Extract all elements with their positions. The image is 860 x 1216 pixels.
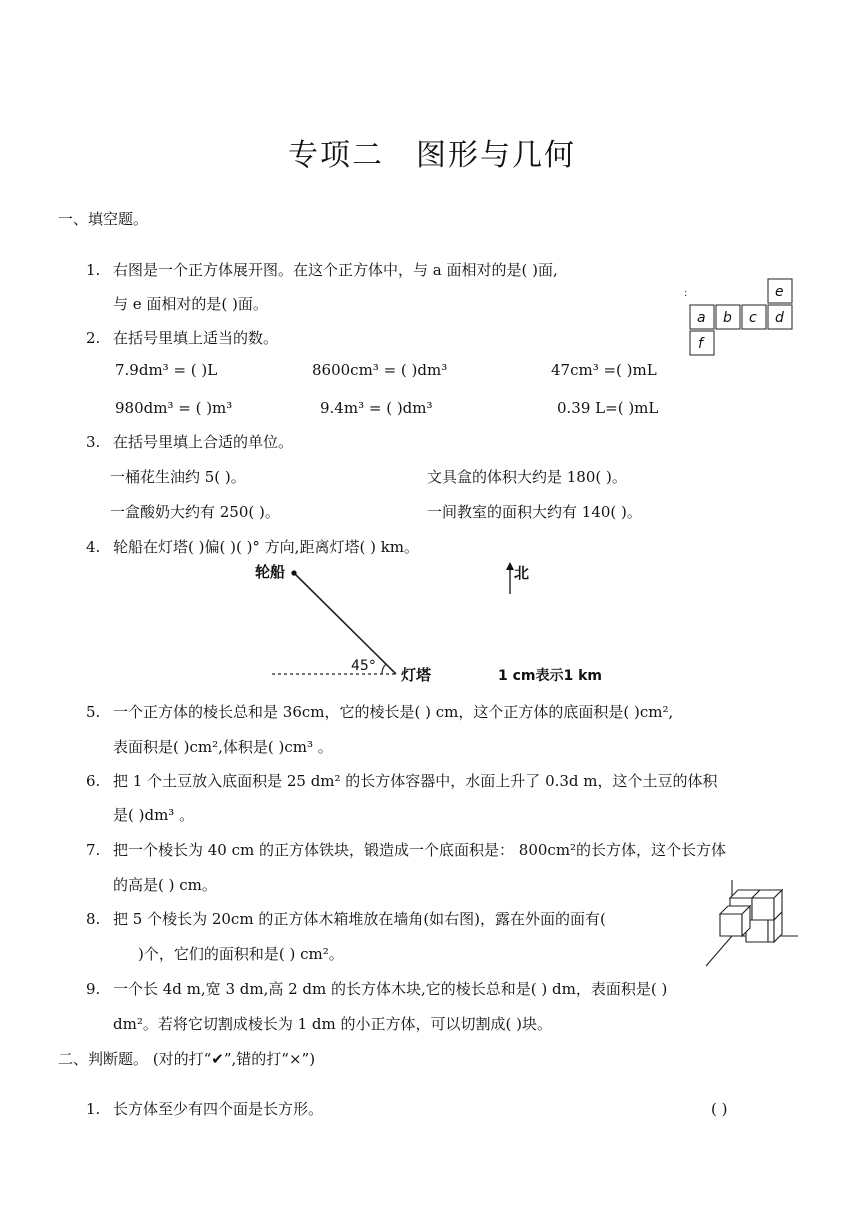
question-5-line-1: 一个正方体的棱长总和是 36cm，它的棱长是( ) cm，这个正方体的底面积是( )cm²,	[113, 703, 674, 721]
angle-label: 45°	[351, 658, 376, 674]
section-heading-true-false: 二、判断题。 (对的打“✔”,错的打“×”)	[58, 1050, 316, 1068]
q2-item-5: 9.4m³ = ( )dm³	[320, 399, 433, 417]
question-8-line-2: )个，它们的面积和是( ) cm²。	[138, 945, 344, 963]
question-number: 7.	[86, 841, 101, 859]
tower-label: 灯塔	[401, 666, 432, 684]
question-number: 9.	[86, 980, 101, 998]
north-label: 北	[514, 564, 530, 582]
q3-item-d: 一间教室的面积大约有 140( )。	[427, 503, 642, 521]
question-number: 3.	[86, 433, 101, 451]
question-6-line-2: 是( )dm³ 。	[113, 806, 195, 824]
net-face-b: b	[723, 310, 732, 326]
question-2-line-1: 在括号里填上适当的数。	[113, 329, 279, 347]
question-1-line-1: 右图是一个正方体展开图。在这个正方体中，与 a 面相对的是( )面,	[113, 261, 558, 279]
question-number: 2.	[86, 329, 101, 347]
q3-item-c: 一盒酸奶大约有 250( )。	[110, 503, 280, 521]
question-number: 8.	[86, 910, 101, 928]
q2-item-6: 0.39 L=( )mL	[557, 399, 659, 417]
question-9-line-2: dm²。若将它切割成棱长为 1 dm 的小正方体，可以切割成( )块。	[113, 1015, 552, 1033]
q3-item-b: 文具盒的体积大约是 180( )。	[427, 468, 627, 486]
net-face-f: f	[698, 336, 703, 352]
ship-tower-line	[294, 573, 396, 674]
direction-diagram	[240, 556, 620, 688]
svg-text::: :	[684, 288, 688, 299]
question-9-line-1: 一个长 4d m,宽 3 dm,高 2 dm 的长方体木块,它的棱长总和是( ) dm，表面积是( )	[113, 980, 668, 998]
question-1-line-2: 与 e 面相对的是( )面。	[113, 295, 268, 313]
question-7-line-1: 把一个棱长为 40 cm 的正方体铁块，锻造成一个底面积是： 800cm²的长方体，这个长方体	[113, 841, 727, 859]
cube-net-figure	[684, 278, 794, 358]
judge-1-text: 长方体至少有四个面是长方形。	[113, 1100, 324, 1118]
question-number: 1.	[86, 261, 101, 279]
q2-item-3: 47cm³ =( )mL	[551, 361, 657, 379]
question-4-line-1: 轮船在灯塔( )偏( )( )° 方向,距离灯塔( ) km。	[113, 538, 420, 556]
question-6-line-1: 把 1 个土豆放入底面积是 25 dm² 的长方体容器中，水面上升了 0.3d m，这个土豆的体积	[113, 772, 718, 790]
net-face-c: c	[749, 310, 757, 326]
section-heading-fill-blank: 一、填空题。	[58, 210, 149, 228]
ship-point	[291, 570, 296, 575]
q2-item-4: 980dm³ = ( )m³	[115, 399, 233, 417]
angle-arc	[382, 664, 386, 674]
question-number: 4.	[86, 538, 101, 556]
north-arrow-icon	[506, 562, 514, 570]
net-face-e: e	[775, 284, 784, 300]
question-number: 6.	[86, 772, 101, 790]
question-5-line-2: 表面积是( )cm²,体积是( )cm³ 。	[113, 738, 333, 756]
page-title: 专项二 图形与几何	[288, 138, 576, 173]
net-face-a: a	[697, 310, 706, 326]
q2-item-2: 8600cm³ = ( )dm³	[312, 361, 448, 379]
net-face-d: d	[775, 310, 784, 326]
question-3-line-1: 在括号里填上合适的单位。	[113, 433, 294, 451]
judge-1-answer-blank[interactable]: ( )	[711, 1100, 728, 1118]
question-7-line-2: 的高是( ) cm。	[113, 876, 217, 894]
question-8-line-1: 把 5 个棱长为 20cm 的正方体木箱堆放在墙角(如右图)，露在外面的面有(	[113, 910, 606, 928]
question-number: 5.	[86, 703, 101, 721]
question-number: 1.	[86, 1100, 101, 1118]
ship-label: 轮船	[255, 563, 286, 581]
q3-item-a: 一桶花生油约 5( )。	[110, 468, 246, 486]
scale-label: 1 cm表示1 km	[498, 668, 603, 684]
q2-item-1: 7.9dm³ = ( )L	[115, 361, 218, 379]
stacked-cubes-figure	[702, 878, 802, 970]
